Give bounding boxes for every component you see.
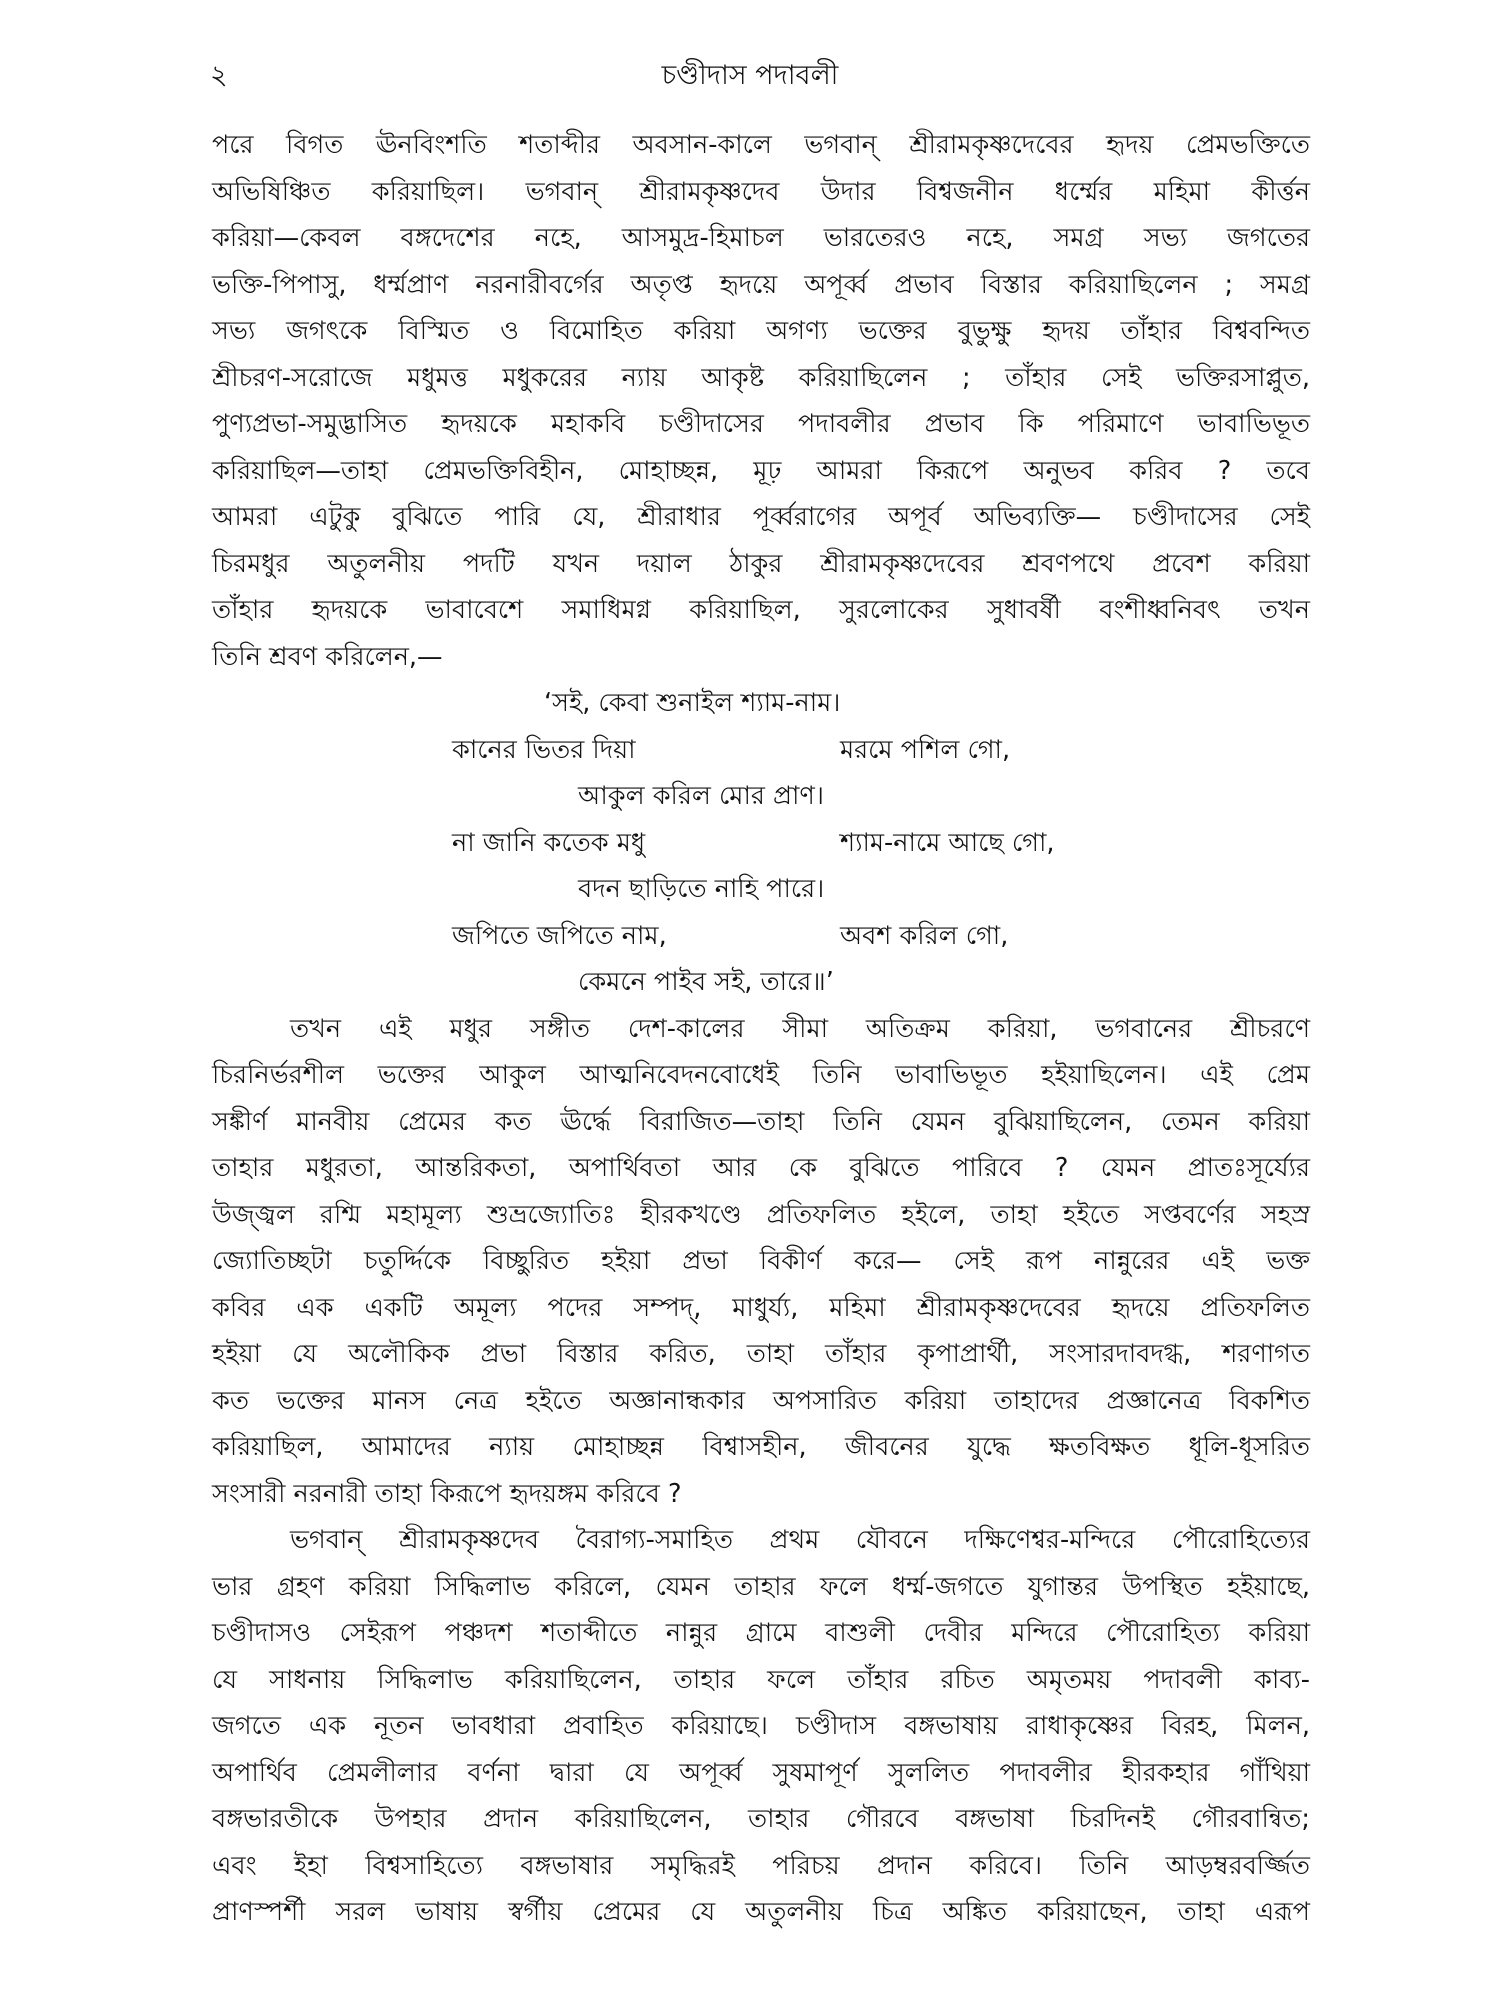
text-line: করিয়া—কেবল বঙ্গদেশের নহে, আসমুদ্র-হিমাচল ভারতেরও নহে, সমগ্র সভ্য জগতের	[212, 223, 1310, 253]
body-text	[212, 122, 1310, 1936]
text-line: করিয়াছিল—তাহা প্রেমভক্তিবিহীন, মোহাচ্ছন্ন, মূঢ় আমরা কিরূপে অনুভব করিব ? তবে	[212, 455, 1310, 486]
text-line: তাঁহার হৃদয়কে ভাবাবেশে সমাধিমগ্ন করিয়াছিল, সুরলোকের সুধাবর্ষী বংশীধ্বনিবৎ তখন	[212, 595, 1310, 625]
text-line: ভগবান্ শ্রীরামকৃষ্ণদেব বৈরাগ্য-সমাহিত প্রথম যৌবনে দক্ষিণেশ্বর-মন্দিরে পৌরোহিত্যের	[290, 1525, 1310, 1555]
text-line: ভার গ্রহণ করিয়া সিদ্ধিলাভ করিলে, যেমন তাহার ফলে ধর্ম্ম-জগতে যুগান্তর উপস্থিত হইয়াছে,	[212, 1571, 1310, 1602]
paragraph-1	[212, 122, 1310, 680]
text-line: অপার্থিব প্রেমলীলার বর্ণনা দ্বারা যে অপূর্ব্ব সুষমাপূর্ণ সুললিত পদাবলীর হীরকহার গাঁথিয়া	[212, 1757, 1310, 1788]
poem-line: কানের ভিতর দিয়া	[452, 734, 636, 765]
text-line: কত ভক্তের মানস নেত্র হইতে অজ্ঞানান্ধকার অপসারিত করিয়া তাহাদের প্রজ্ঞানেত্র বিকশিত	[212, 1385, 1310, 1416]
text-line: বঙ্গভারতীকে উপহার প্রদান করিয়াছিলেন, তাহার গৌরবে বঙ্গভাষা চিরদিনই গৌরবান্বিত;	[212, 1804, 1310, 1834]
text-line: অভিষিঞ্চিত করিয়াছিল। ভগবান্ শ্রীরামকৃষ্ণদেব উদার বিশ্বজনীন ধর্ম্মের মহিমা কীর্ত্তন	[212, 176, 1310, 207]
poem-line: আকুল করিল মোর প্রাণ।	[578, 781, 824, 811]
text-line: ভক্তি-পিপাসু, ধর্ম্মপ্রাণ নরনারীবর্গের অতৃপ্ত হৃদয়ে অপূর্ব্ব প্রভাব বিস্তার করিয়াছিলেন ; সমগ্র	[212, 269, 1310, 300]
text-line: এবং ইহা বিশ্বসাহিত্যে বঙ্গভাষার সমৃদ্ধিরই পরিচয় প্রদান করিবে। তিনি আড়ম্বরবর্জ্জিত	[212, 1850, 1310, 1881]
poem-line: শ্যাম-নামে আছে গো,	[840, 827, 1055, 858]
text-line: কবির এক একটি অমূল্য পদের সম্পদ্, মাধুর্য্য, মহিমা শ্রীরামকৃষ্ণদেবের হৃদয়ে প্রতিফলিত	[212, 1292, 1310, 1323]
text-line: চিরমধুর অতুলনীয় পদটি যখন দয়াল ঠাকুর শ্রীরামকৃষ্ণদেবের শ্রবণপথে প্রবেশ করিয়া	[212, 548, 1310, 579]
text-line: চণ্ডীদাসও সেইরূপ পঞ্চদশ শতাব্দীতে নান্নুর গ্রামে বাশুলী দেবীর মন্দিরে পৌরোহিত্য করিয়া	[212, 1618, 1310, 1648]
poem-block	[212, 680, 1310, 1145]
poem-line: বদন ছাড়িতে নাহি পারে।	[578, 874, 825, 904]
text-line: জ্যোতিচ্ছটা চতুর্দ্দিকে বিচ্ছুরিত হইয়া প্রভা বিকীর্ণ করে— সেই রূপ নান্নুরের এই ভক্ত	[212, 1246, 1310, 1276]
text-line: পুণ্যপ্রভা-সমুদ্ভাসিত হৃদয়কে মহাকবি চণ্ডীদাসের পদাবলীর প্রভাব কি পরিমাণে ভাবাভিভূত	[212, 409, 1310, 439]
text-line: হইয়া যে অলৌকিক প্রভা বিস্তার করিত, তাহা তাঁহার কৃপাপ্রার্থী, সংসারদাবদগ্ধ, শরণাগত	[212, 1339, 1310, 1369]
text-line: সঙ্কীর্ণ মানবীয় প্রেমের কত ঊর্দ্ধে বিরাজিত—তাহা তিনি যেমন বুঝিয়াছিলেন, তেমন করিয়া	[212, 1106, 1310, 1137]
text-line: প্রাণস্পর্শী সরল ভাষায় স্বর্গীয় প্রেমের যে অতুলনীয় চিত্র অঙ্কিত করিয়াছেন, তাহা এরূপ	[212, 1897, 1310, 1927]
text-line: উজ্জ্বল রশ্মি মহামূল্য শুভ্রজ্যোতিঃ হীরকখণ্ডে প্রতিফলিত হইলে, তাহা হইতে সপ্তবর্ণের সহস্র	[212, 1199, 1310, 1230]
text-line: তিনি শ্রবণ করিলেন,—	[212, 641, 443, 672]
text-line: তখন এই মধুর সঙ্গীত দেশ-কালের সীমা অতিক্রম করিয়া, ভগবানের শ্রীচরণে	[290, 1013, 1310, 1044]
poem-line: ‘সই, কেবা শুনাইল শ্যাম-নাম।	[544, 688, 841, 718]
poem-line: মরমে পশিল গো,	[840, 734, 1011, 765]
poem-line: অবশ করিল গো,	[840, 920, 1009, 951]
text-line: আমরা এটুকু বুঝিতে পারি যে, শ্রীরাধার পূর্ব্বরাগের অপূর্ব অভিব্যক্তি— চণ্ডীদাসের সেই	[212, 502, 1310, 532]
running-title: চণ্ডীদাস পদাবলী	[661, 60, 839, 91]
page-header	[0, 56, 1500, 96]
page-number: ২	[210, 60, 228, 91]
poem-line: না জানি কতেক মধু	[452, 827, 646, 858]
paragraph-3	[212, 1517, 1310, 1936]
text-line: করিয়াছিল, আমাদের ন্যায় মোহাচ্ছন্ন বিশ্বাসহীন, জীবনের যুদ্ধে ক্ষতবিক্ষত ধূলি-ধূসরিত	[212, 1432, 1310, 1462]
text-line: জগতে এক নূতন ভাবধারা প্রবাহিত করিয়াছে। চণ্ডীদাস বঙ্গভাষায় রাধাকৃষ্ণের বিরহ, মিলন,	[212, 1711, 1310, 1741]
text-line: সংসারী নরনারী তাহা কিরূপে হৃদয়ঙ্গম করিবে ?	[212, 1478, 682, 1509]
text-line: শ্রীচরণ-সরোজে মধুমত্ত মধুকরের ন্যায় আকৃষ্ট করিয়াছিলেন ; তাঁহার সেই ভক্তিরসাপ্লুত,	[212, 362, 1310, 393]
text-line: যে সাধনায় সিদ্ধিলাভ করিয়াছিলেন, তাহার ফলে তাঁহার রচিত অমৃতময় পদাবলী কাব্য-	[212, 1664, 1310, 1695]
poem-line: কেমনে পাইব সই, তারে॥’	[578, 967, 834, 997]
text-line: সভ্য জগৎকে বিস্মিত ও বিমোহিত করিয়া অগণ্য ভক্তের বুভুক্ষু হৃদয় তাঁহার বিশ্ববন্দিত	[212, 316, 1310, 346]
text-line: চিরনির্ভরশীল ভক্তের আকুল আত্মনিবেদনবোধেই তিনি ভাবাভিভূত হইয়াছিলেন। এই প্রেম	[212, 1060, 1310, 1090]
text-line: পরে বিগত ঊনবিংশতি শতাব্দীর অবসান-কালে ভগবান্ শ্রীরামকৃষ্ণদেবের হৃদয় প্রেমভক্তিতে	[212, 130, 1310, 160]
text-line: তাহার মধুরতা, আন্তরিকতা, অপার্থিবতা আর কে বুঝিতে পারিবে ? যেমন প্রাতঃসূর্য্যের	[212, 1153, 1310, 1183]
poem-line: জপিতে জপিতে নাম,	[452, 920, 667, 951]
